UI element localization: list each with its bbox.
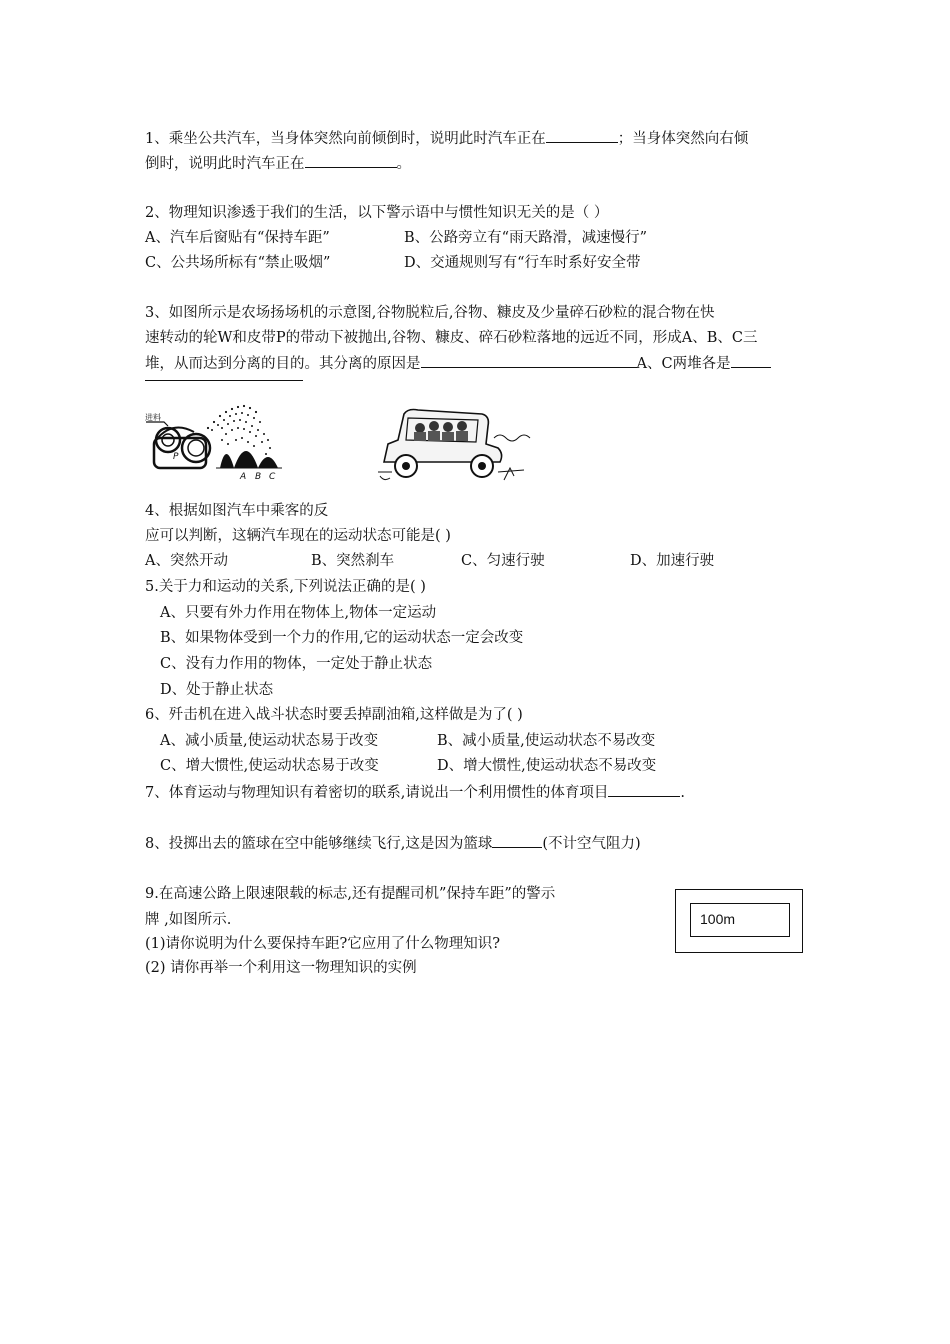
q2-option-b: B、公路旁立有“雨天路滑，减速慢行” — [404, 230, 647, 246]
pile-a — [220, 454, 234, 468]
q3-line2: 速转动的轮W和皮带P的带动下被抛出,谷物、糠皮、碎石砂粒落地的远近不同，形成A、B、C三 — [145, 330, 758, 346]
q7-text-a: 7、体育运动与物理知识有着密切的联系,请说出一个利用惯性的体育项目 — [145, 785, 609, 801]
q2-option-c: C、公共场所标有“禁止吸烟” — [145, 255, 331, 271]
q4-line1: 4、根据如图汽车中乘客的反 — [145, 503, 329, 519]
q5-option-c: C、没有力作用的物体，一定处于静止状态 — [160, 656, 433, 672]
q6-option-c: C、增大惯性,使运动状态易于改变 — [160, 758, 379, 774]
q6-option-d: D、增大惯性,使运动状态不易改变 — [437, 758, 657, 774]
q9-subq1: (1)请你说明为什么要保持车距?它应用了什么物理知识? — [145, 936, 501, 952]
q8-blank[interactable] — [492, 833, 542, 848]
q8-text-a: 8、投掷出去的篮球在空中能够继续飞行,这是因为篮球 — [145, 836, 493, 852]
distance-sign-plate: 100m — [690, 903, 790, 937]
q1-blank-2[interactable] — [305, 153, 397, 168]
pile-b-label: B — [255, 472, 262, 480]
q1-text-a: 1、乘坐公共汽车，当身体突然向前倾倒时，说明此时汽车正在 — [145, 131, 546, 147]
q5-option-b: B、如果物体受到一个力的作用,它的运动状态一定会改变 — [160, 630, 524, 646]
q3-blank-2[interactable] — [731, 353, 771, 368]
q4-option-d: D、加速行驶 — [630, 553, 715, 569]
q3-line3 — [145, 353, 771, 374]
pile-c-label: C — [269, 472, 276, 480]
q4-line2: 应可以判断，这辆汽车现在的运动状态可能是( ) — [145, 528, 451, 544]
q9-line2: 牌 ,如图所示. — [145, 912, 232, 928]
pile-a-label: A — [240, 472, 247, 480]
q3-blank-continuation[interactable] — [145, 380, 303, 381]
q9-line1: 9.在高速公路上限速限载的标志,还有提醒司机”保持车距”的警示 — [145, 886, 556, 902]
q5-option-a: A、只要有外力作用在物体上,物体一定运动 — [160, 605, 437, 621]
q5-stem: 5.关于力和运动的关系,下列说法正确的是( ) — [145, 579, 426, 595]
q3-text-a: 堆，从而达到分离的目的。其分离的原因是 — [145, 356, 421, 372]
q1-text-d: 。 — [396, 156, 411, 172]
car-passengers-figure — [374, 404, 534, 486]
pile-c — [258, 457, 278, 468]
q4-option-a: A、突然开动 — [145, 553, 228, 569]
q5-option-d: D、处于静止状态 — [160, 682, 274, 698]
pile-b — [234, 451, 258, 468]
q8-line — [145, 833, 641, 854]
grain-spray — [207, 405, 271, 455]
q7-blank[interactable] — [608, 782, 680, 797]
q1-line1 — [145, 128, 748, 149]
q7-line — [145, 782, 685, 803]
q3-text-b: A、C两堆各是 — [636, 356, 731, 372]
q9-subq2: (2) 请你再举一个利用这一物理知识的实例 — [145, 960, 417, 976]
q4-option-b: B、突然刹车 — [311, 553, 395, 569]
q4-option-c: C、匀速行驶 — [461, 553, 545, 569]
q2-option-d: D、交通规则写有“行车时系好安全带 — [404, 255, 641, 271]
q1-text-c: 倒时，说明此时汽车正在 — [145, 156, 305, 172]
q3-blank-1[interactable] — [421, 353, 637, 368]
q8-text-b: (不计空气阻力) — [542, 836, 641, 852]
winnowing-machine-figure — [142, 400, 288, 480]
q1-line2 — [145, 153, 411, 174]
q1-blank-1[interactable] — [546, 128, 618, 143]
distance-sign — [675, 889, 803, 953]
q6-stem: 6、歼击机在进入战斗状态时要丢掉副油箱,这样做是为了( ) — [145, 707, 523, 723]
q6-option-b: B、减小质量,使运动状态不易改变 — [437, 733, 656, 749]
feed-label: 进料 — [145, 413, 161, 422]
belt-label-p: P — [173, 452, 179, 462]
q7-text-b: . — [680, 785, 685, 801]
q2-stem: 2、物理知识渗透于我们的生活，以下警示语中与惯性知识无关的是（ ） — [145, 205, 609, 221]
q6-option-a: A、减小质量,使运动状态易于改变 — [160, 733, 379, 749]
q2-option-a: A、汽车后窗贴有“保持车距” — [145, 230, 330, 246]
q3-line1: 3、如图所示是农场扬场机的示意图,谷物脱粒后,谷物、糠皮及少量碎石砂粒的混合物在快 — [145, 305, 715, 321]
q1-text-b: ；当身体突然向右倾 — [617, 131, 749, 147]
